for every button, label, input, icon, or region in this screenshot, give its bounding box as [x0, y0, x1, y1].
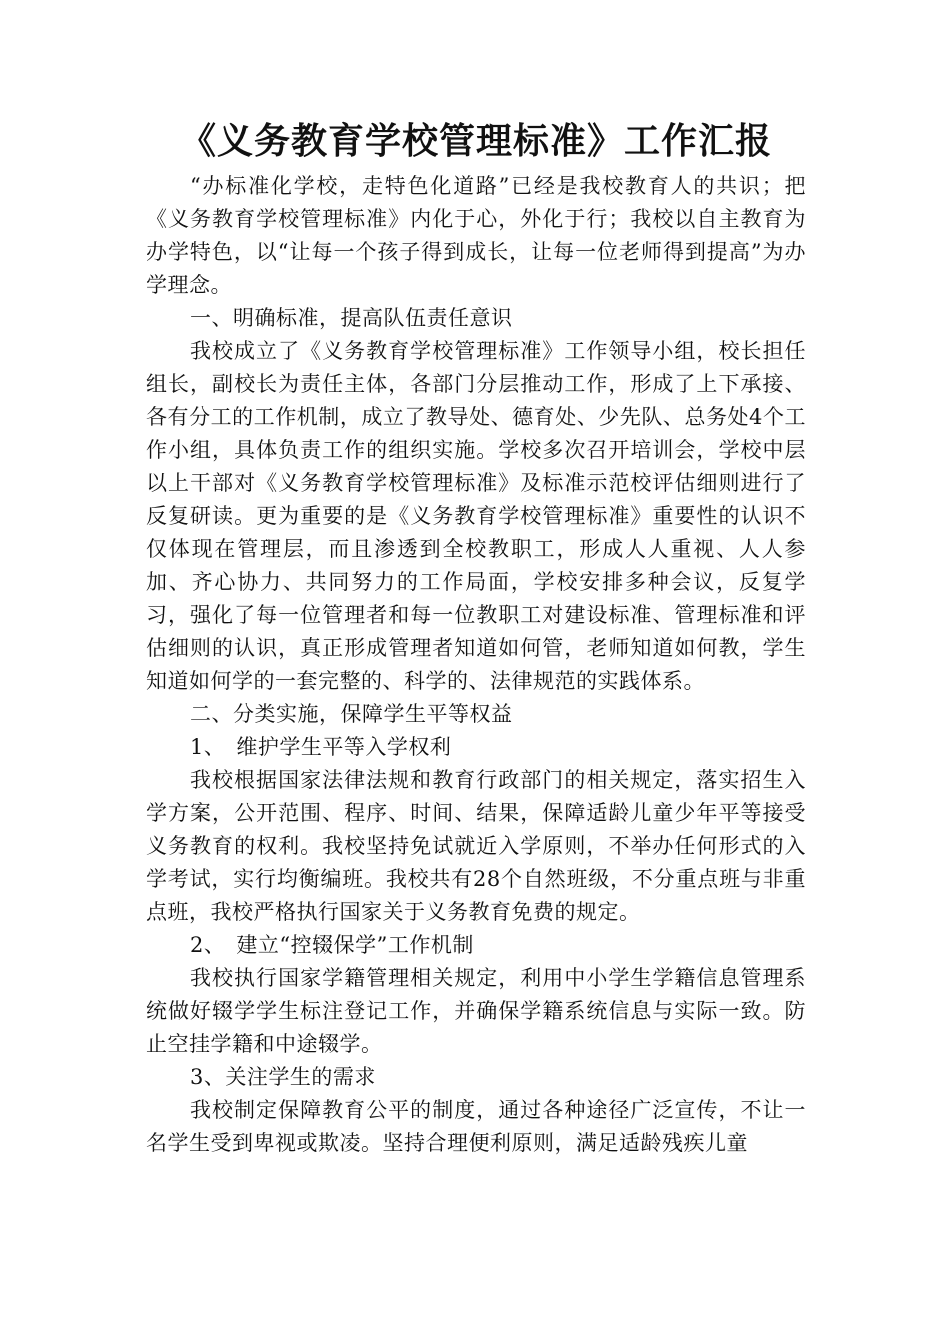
document-title: 《义务教育学校管理标准》工作汇报 [179, 121, 772, 162]
section-heading-1: 一、明确标准，提高队伍责任意识 [190, 306, 513, 330]
subsection-2-3-paragraph: 我校制定保障教育公平的制度，通过各种途径广泛宣传，不让一 名学生受到卑视或欺凌。坚持合理便利原则，满足适龄残疾儿童 [146, 1098, 806, 1155]
intro-paragraph: “办标准化学校，走特色化道路”已经是我校教育人的共识；把《义务教育学校管理标准》内化于心，外化于行；我校以自主教育为办学特色，以“让每一个孩子得到成长，让每一位老师得到提高”为办学理念。 [146, 174, 806, 297]
document-page [146, 118, 806, 1160]
section-heading-2: 二、分类实施，保障学生平等权益 [190, 702, 513, 726]
subsection-2-2-paragraph: 我校执行国家学籍管理相关规定，利用中小学生学籍信息管理系统做好辍学学生标注登记工作，并确保学籍系统信息与实际一致。防止空挂学籍和中途辍学。 [146, 966, 806, 1056]
subsection-2-1-paragraph: 我校根据国家法律法规和教育行政部门的相关规定，落实招生入 学方案，公开范围、程序、时间、结果，保障适龄儿童少年平等接受 义务教育的权利。我校坚持免试就近入学原则，不举办任何形式的入 学考试，实行均衡编班。我校共有28个自然班级，不分重点班与非重点班，我校严格执行国家关于义务教育免费的规定。 [146, 768, 806, 924]
subheading-2-1: 1、 维护学生平等入学权利 [190, 735, 452, 759]
subheading-2-2: 2、 建立“控辍保学”工作机制 [190, 933, 474, 957]
subheading-2-3: 3、关注学生的需求 [190, 1065, 376, 1089]
section-1-paragraph: 我校成立了《义务教育学校管理标准》工作领导小组，校长担任组长，副校长为责任主体，各部门分层推动工作，形成了上下承接、各有分工的工作机制，成立了教导处、德育处、少先队、总务处4个工作小组，具体负责工作的组织实施。学校多次召开培训会，学校中层以上干部对《义务教育学校管理标准》及标准示范校评估细则进行了反复研读。更为重要的是《义务教育学校管理标准》重要性的认识不仅体现在管理层，而且渗透到全校教职工，形成人人重视、人人参加、齐心协力、共同努力的工作局面，学校安排多种会议，反复学习，强化了每一位管理者和每一位教职工对建设标准、管理标准和评估细则的认识，真正形成管理者知道如何管，老师知道如何教，学生知道如何学的一套完整的、科学的、法律规范的实践体系。 [146, 339, 806, 693]
